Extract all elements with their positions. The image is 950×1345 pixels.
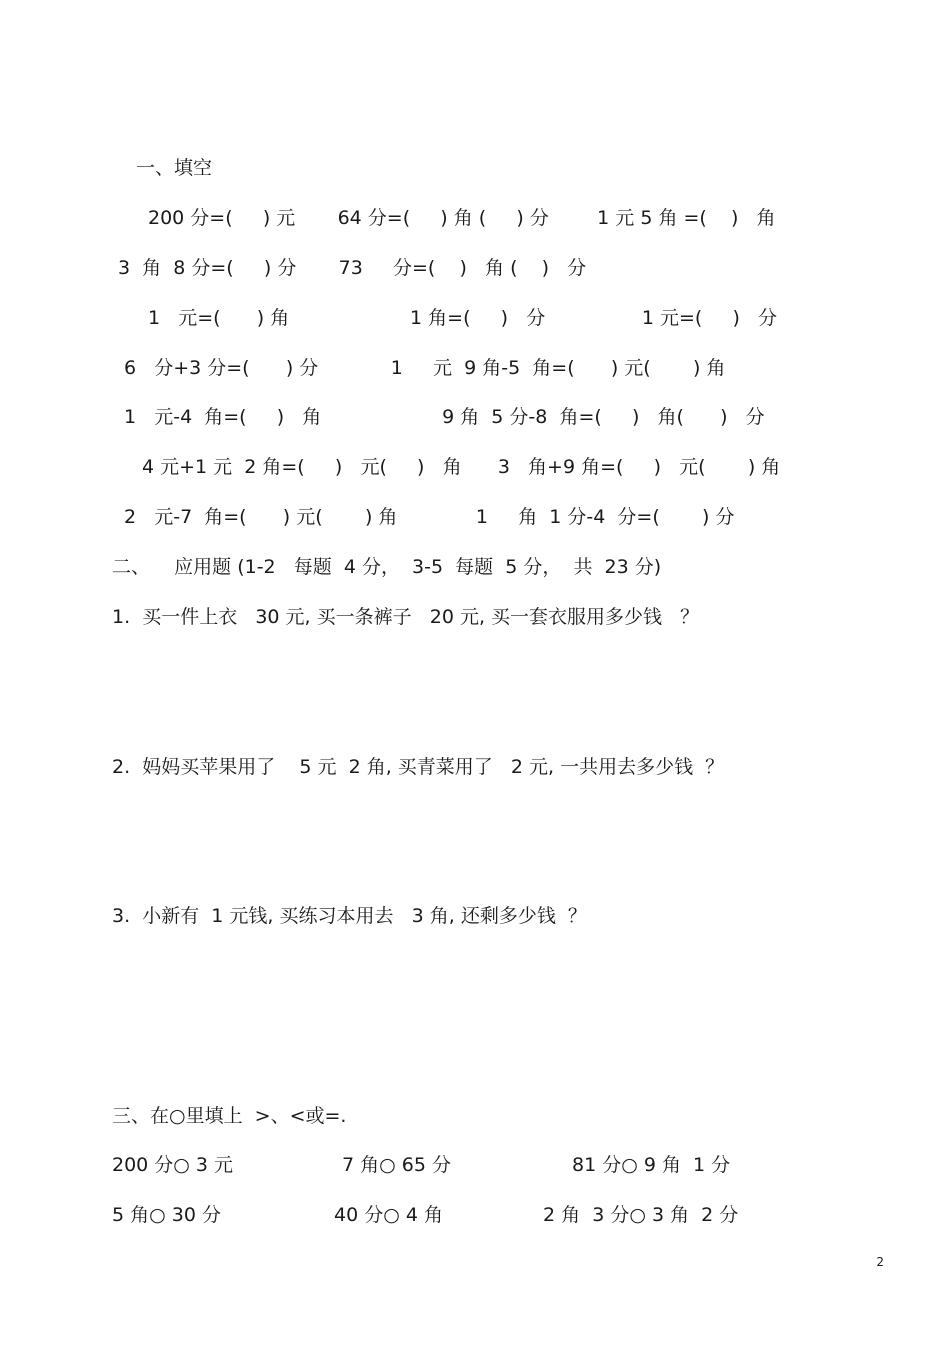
compare-2-2: 40 分○ 4 角 — [334, 1204, 443, 1226]
section-3-heading: 三、在○里填上 >、<或=. — [112, 1105, 347, 1127]
fill-blank-line-5: 1 元-4 角=( ) 角 9 角 5 分-8 角=( ) 角( ) 分 — [124, 406, 765, 428]
section-1-heading: 一、填空 — [136, 157, 213, 179]
section-2-heading: 二、 应用题 (1-2 每题 4 分， 3-5 每题 5 分， 共 23 分) — [112, 556, 662, 578]
fill-blank-line-1: 200 分=( ) 元 64 分=( ) 角 ( ) 分 1 元 5 角 =( ) 角 — [148, 207, 776, 229]
compare-1-3: 81 分○ 9 角 1 分 — [572, 1154, 731, 1176]
compare-1-2: 7 角○ 65 分 — [342, 1154, 451, 1176]
word-problem-3: 3. 小新有 1 元钱, 买练习本用去 3 角, 还剩多少钱 ？ — [112, 905, 587, 927]
compare-2-1: 5 角○ 30 分 — [112, 1204, 221, 1226]
word-problem-2: 2. 妈妈买苹果用了 5 元 2 角, 买青菜用了 2 元, 一共用去多少钱 ？ — [112, 756, 725, 778]
page-number: 2 — [876, 1255, 884, 1269]
compare-1-1: 200 分○ 3 元 — [112, 1154, 234, 1176]
fill-blank-line-6: 4 元+1 元 2 角=( ) 元( ) 角 3 角+9 角=( ) 元( ) 角 — [142, 456, 781, 478]
word-problem-1: 1. 买一件上衣 30 元, 买一条裤子 20 元, 买一套衣服用多少钱 ？ — [112, 606, 700, 628]
fill-blank-line-7: 2 元-7 角=( ) 元( ) 角 1 角 1 分-4 分=( ) 分 — [124, 506, 735, 528]
compare-2-3: 2 角 3 分○ 3 角 2 分 — [543, 1204, 739, 1226]
fill-blank-line-2: 3 角 8 分=( ) 分 73 分=( ) 角 ( ) 分 — [118, 257, 587, 279]
fill-blank-line-4: 6 分+3 分=( ) 分 1 元 9 角-5 角=( ) 元( ) 角 — [124, 357, 726, 379]
fill-blank-line-3: 1 元=( ) 角 1 角=( ) 分 1 元=( ) 分 — [148, 307, 778, 329]
